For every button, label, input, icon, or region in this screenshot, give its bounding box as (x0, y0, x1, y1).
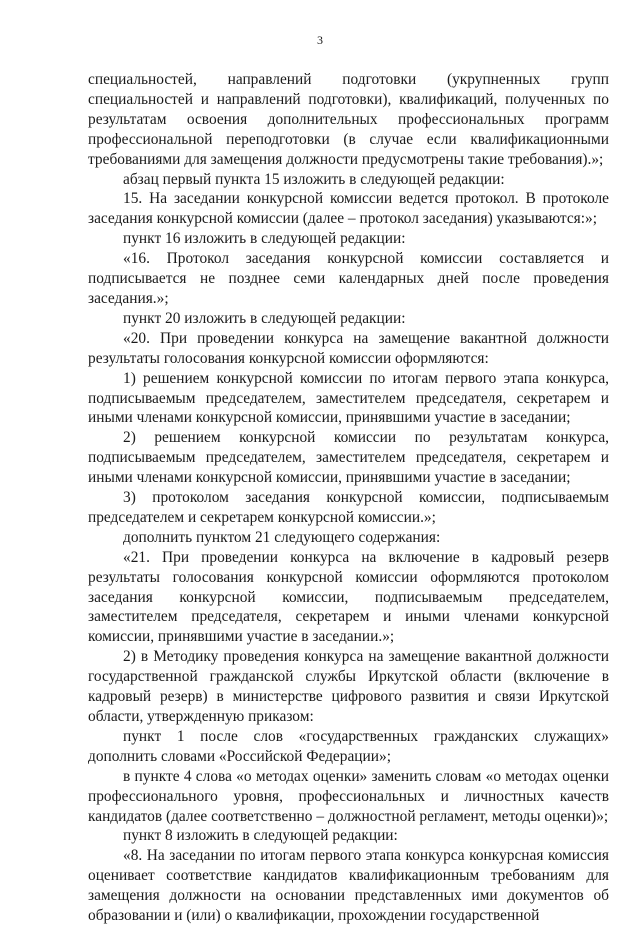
paragraph-amend-15-intro: абзац первый пункта 15 изложить в следующей редакции: (123, 170, 505, 188)
paragraph-amend-20-intro: пункт 20 изложить в следующей редакции: (123, 309, 406, 327)
paragraph-amend-8-intro: пункт 8 изложить в следующей редакции: (123, 827, 398, 845)
paragraph-add-21-intro: дополнить пунктом 21 следующего содержания: (123, 528, 441, 546)
paragraph-item-20-sub-3: 3) протоколом заседания конкурсной комиссии, подписываемым председателем и секретарем конкурсной комиссии.»; (88, 489, 609, 526)
paragraph-methodology: 2) в Методику проведения конкурса на замещение вакантной должности государственной гражданской службы Иркутской области (включение в кадровый резерв) в министерстве цифрового развития и связи Иркутской области, утвержденную приказом: (88, 648, 609, 725)
paragraph-item-8: «8. На заседании по итогам первого этапа конкурса конкурсная комиссия оценивает соответствие кандидатов квалификационным требованиям для замещения должности на основании представленных ими документов об образовании и (или) о квалификации, прохождении государственной (88, 847, 609, 925)
page-number: 3 (317, 33, 323, 47)
paragraph-item-20-sub-1: 1) решением конкурсной комиссии по итогам первого этапа конкурса, подписываемым председателем, заместителем председателя, секретарем и иными членами конкурсной комиссии, принявшими участие в заседании; (88, 369, 609, 427)
document-body (88, 70, 609, 926)
paragraph-item-20: «20. При проведении конкурса на замещение вакантной должности результаты голосования конкурсной комиссии оформляются: (88, 329, 609, 367)
paragraph-item-15: 15. На заседании конкурсной комиссии ведется протокол. В протоколе заседания конкурсной комиссии (далее – протокол заседания) указываются:»; (88, 190, 609, 228)
paragraph-continuation: специальностей, направлений подготовки (укрупненных групп специальностей и направлений подготовки), квалификаций, полученных по результатам освоения дополнительных профессиональных программ профессиональной переподготовки (в случае если квалификационными требованиями для замещения должности предусмотрены такие требования).»; (88, 71, 609, 168)
paragraph-methodology-item-4: в пункте 4 слова «о методах оценки» заменить словам «о методах оценки профессионального уровня, профессиональных и личностных качеств кандидатов (далее соответственно – должностной регламент, методы оценки)»; (88, 767, 609, 825)
paragraph-item-21: «21. При проведении конкурса на включение в кадровый резерв результаты голосования конкурсной комиссии оформляются протоколом заседания конкурсной комиссии, подписываемым председателем, заместителем председателя, секретарем и иными членами конкурсной комиссии, принявшими участие в заседании.»; (88, 548, 609, 646)
paragraph-amend-16-intro: пункт 16 изложить в следующей редакции: (123, 230, 406, 248)
paragraph-methodology-item-1: пункт 1 после слов «государственных гражданских служащих» дополнить словами «Российской Федерации»; (88, 727, 609, 765)
paragraph-item-20-sub-2: 2) решением конкурсной комиссии по результатам конкурса, подписываемым председателем, заместителем председателя, секретарем и иными членами конкурсной комиссии, принявшими участие в заседании; (88, 429, 609, 487)
paragraph-item-16: «16. Протокол заседания конкурсной комиссии составляется и подписывается не позднее семи календарных дней после проведения заседания.»; (88, 250, 609, 307)
